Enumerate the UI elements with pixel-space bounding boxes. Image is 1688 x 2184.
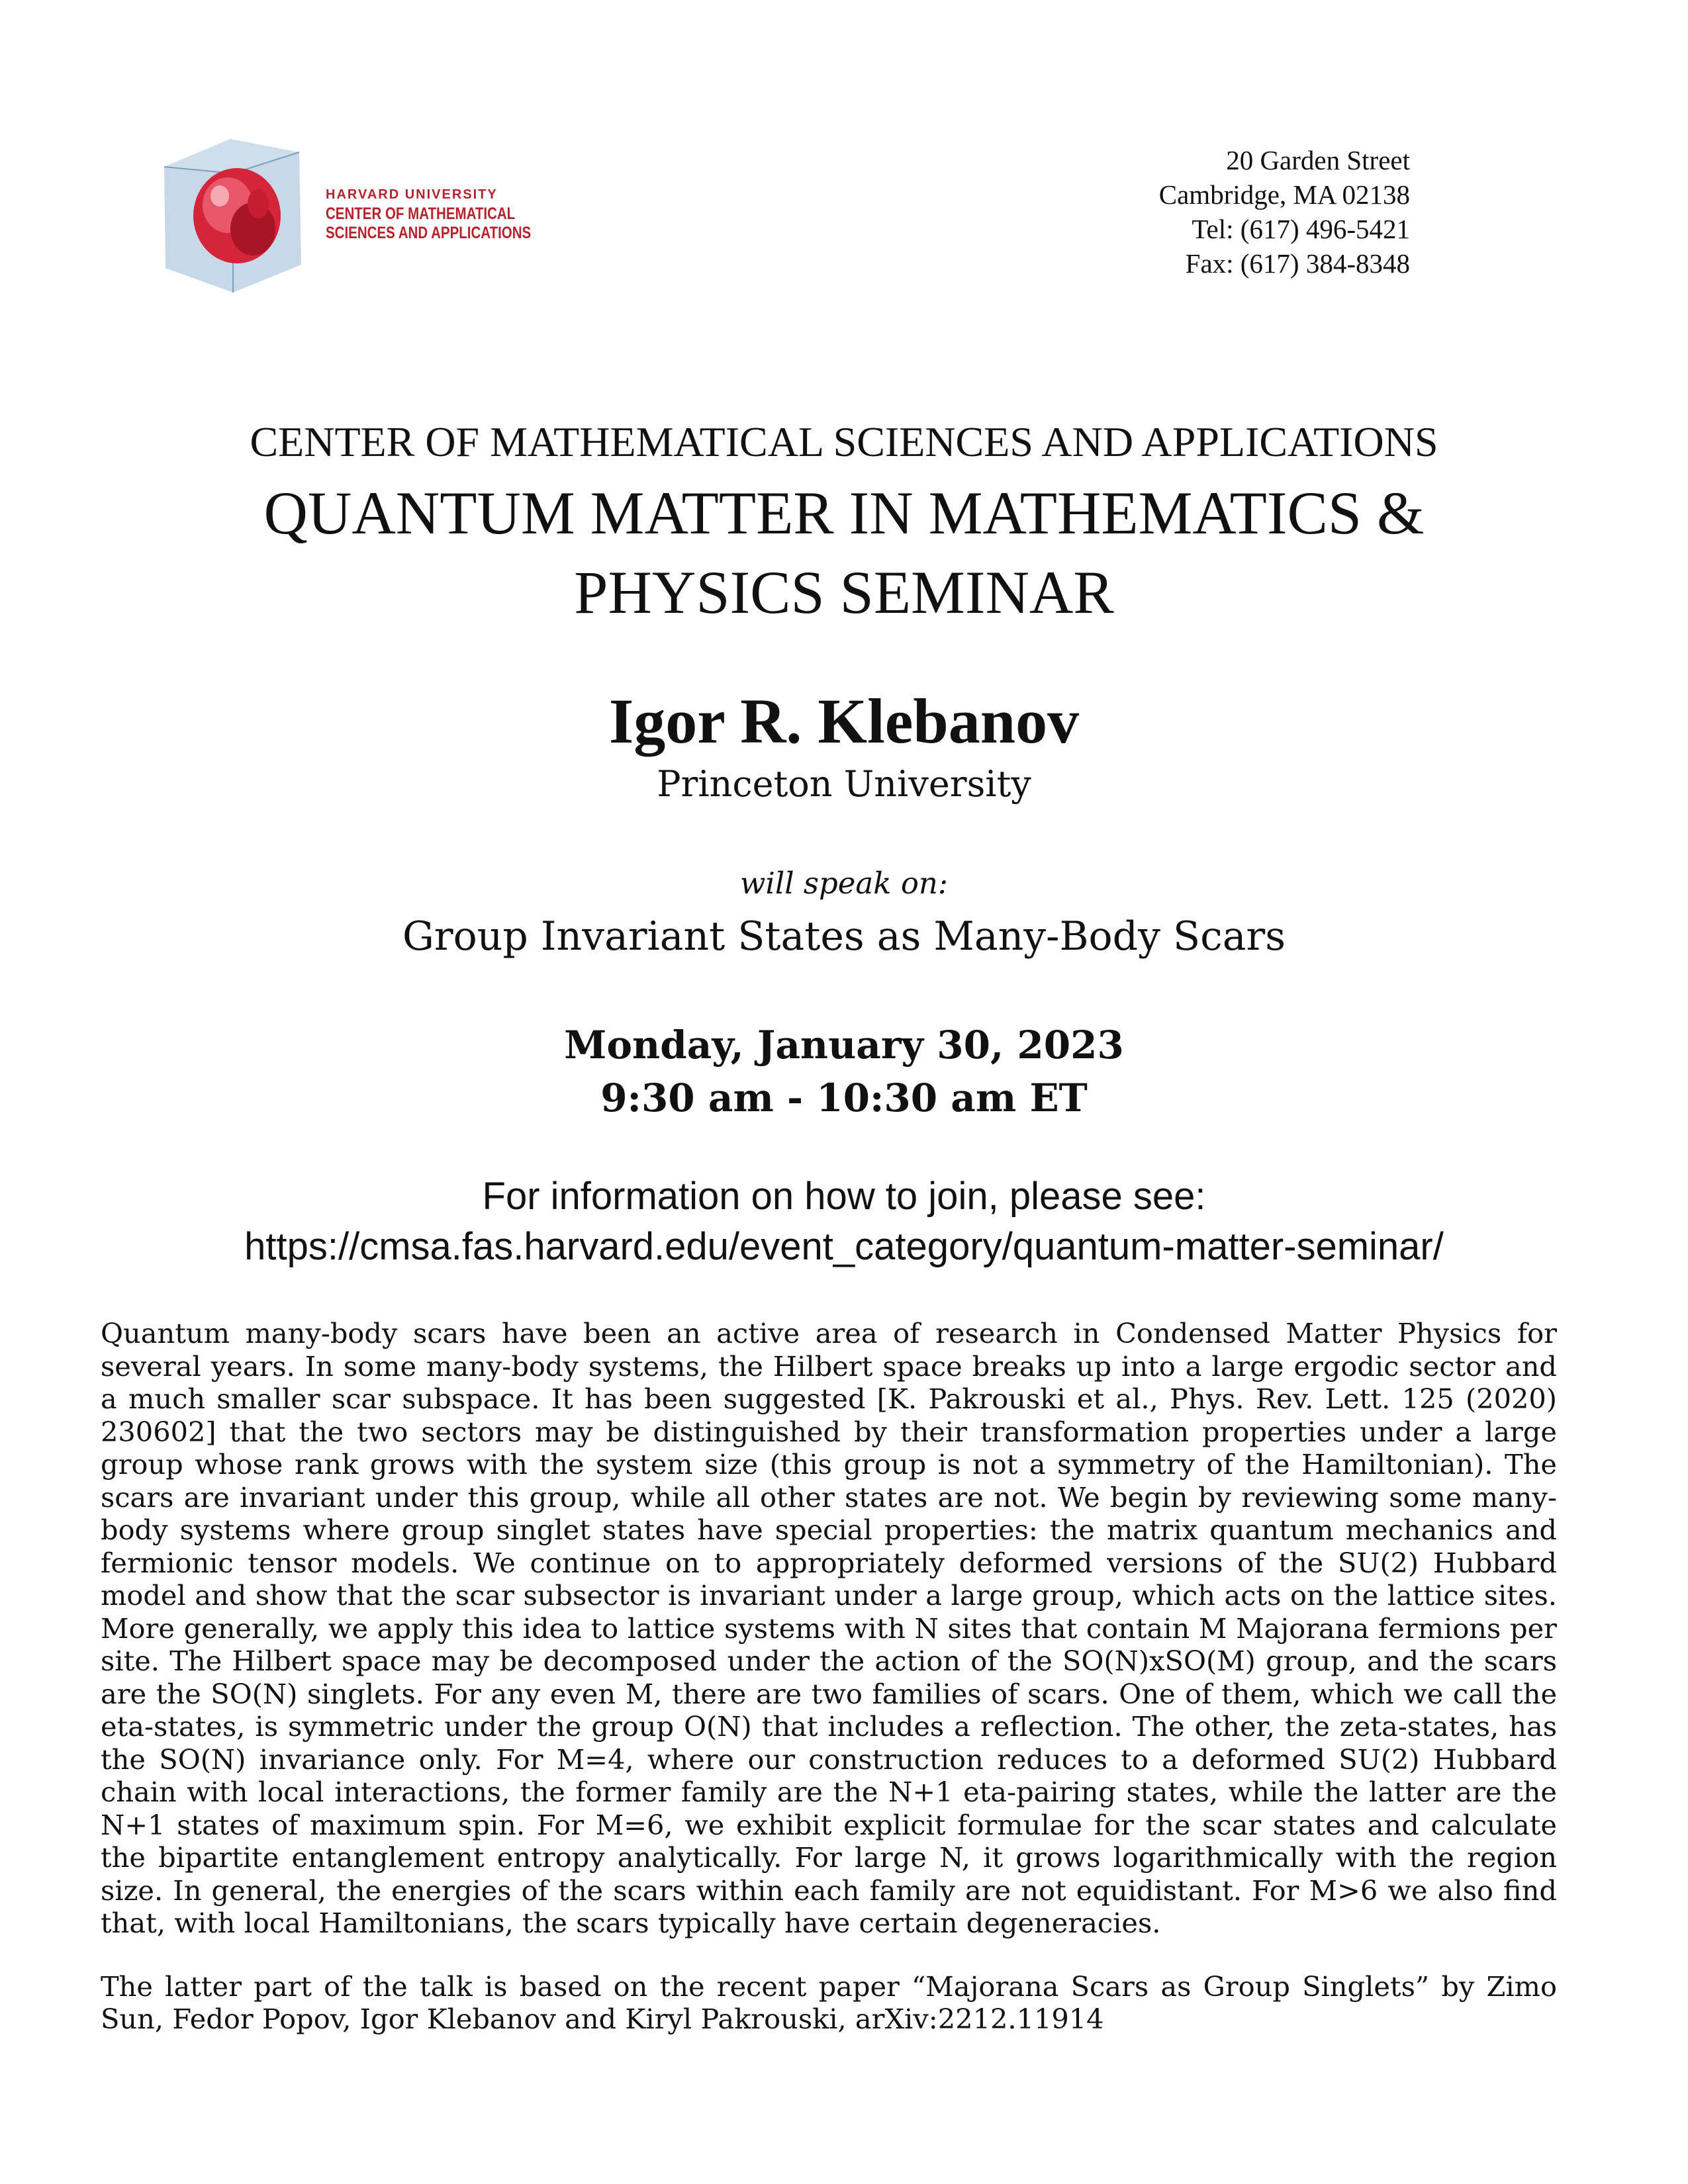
- join-info: For information on how to join, please see:: [482, 1175, 1206, 1218]
- address-fax: Fax: (617) 384-8348: [1185, 248, 1410, 279]
- seminar-title: [0, 473, 1688, 632]
- join-url-link[interactable]: https://cmsa.fas.harvard.edu/event_category/quantum-matter-seminar/: [244, 1225, 1444, 1268]
- address-city: Cambridge, MA 02138: [1158, 179, 1410, 210]
- address-street: 20 Garden Street: [1226, 145, 1410, 175]
- cmsa-logo: [159, 132, 556, 298]
- talk-intro: will speak on:: [739, 866, 949, 901]
- talk-title: Group Invariant States as Many-Body Scars: [402, 913, 1286, 960]
- cube-logo-icon: [159, 132, 324, 298]
- talk-time: 9:30 am - 10:30 am ET: [600, 1075, 1088, 1120]
- logo-university: HARVARD UNIVERSITY: [326, 187, 498, 202]
- talk-date: Monday, January 30, 2023: [564, 1023, 1124, 1068]
- speaker-affiliation: Princeton University: [657, 763, 1031, 805]
- seminar-title-line1: QUANTUM MATTER IN MATHEMATICS &: [263, 479, 1425, 547]
- abstract-reference-paragraph: The latter part of the talk is based on the recent paper “Majorana Scars as Group Singlets” by Zimo Sun, Fedor Popov, Igor Klebanov and Kiryl Pakrouski, arXiv:2212.11914: [101, 1970, 1557, 2035]
- address-tel: Tel: (617) 496-5421: [1192, 214, 1410, 244]
- address-block: [1159, 143, 1410, 281]
- speaker-name: Igor R. Klebanov: [608, 686, 1080, 756]
- abstract: [101, 1317, 1557, 2036]
- logo-center-line1: CENTER OF MATHEMATICAL: [326, 205, 516, 223]
- logo-center-line2: SCIENCES AND APPLICATIONS: [326, 224, 532, 242]
- center-name: CENTER OF MATHEMATICAL SCIENCES AND APPLICATIONS: [250, 418, 1438, 465]
- seminar-title-line2: PHYSICS SEMINAR: [574, 559, 1114, 626]
- abstract-paragraph: Quantum many-body scars have been an active area of research in Condensed Matter Physics for several years. In some many-body systems, the Hilbert space breaks up into a large ergodic sector and a much smaller scar subspace. It has been suggested [K. Pakrouski et al., Phys. Rev. Lett. 125 (2020) 230602] that the two sectors may be distinguished by their transformation properties under a large group whose rank grows with the system size (this group is not a symmetry of the Hamiltonian). The scars are invariant under this group, while all other states are not. We begin by reviewing some many-body systems where group singlet states have special properties: the matrix quantum mechanics and fermionic tensor models. We continue on to appropriately deformed versions of the SU(2) Hubbard model and show that the scar subsector is invariant under a large group, which acts on the lattice sites. More generally, we apply this idea to lattice systems with N sites that contain M Majorana fermions per site. The Hilbert space may be decomposed under the action of the SO(N)xSO(M) group, and the scars are the SO(N) singlets. For any even M, there are two families of scars. One of them, which we call the eta-states, is symmetric under the group O(N) that includes a reflection. The other, the zeta-states, has the SO(N) invariance only. For M=4, where our construction reduces to a deformed SU(2) Hubbard chain with local interactions, the former family are the N+1 eta-pairing states, while the latter are the N+1 states of maximum spin. For M=6, we exhibit explicit formulae for the scar states and calculate the bipartite entanglement entropy analytically. For large N, it grows logarithmically with the region size. In general, the energies of the scars within each family are not equidistant. For M>6 we also find that, with local Hamiltonians, the scars typically have certain degeneracies.: [101, 1317, 1557, 1939]
